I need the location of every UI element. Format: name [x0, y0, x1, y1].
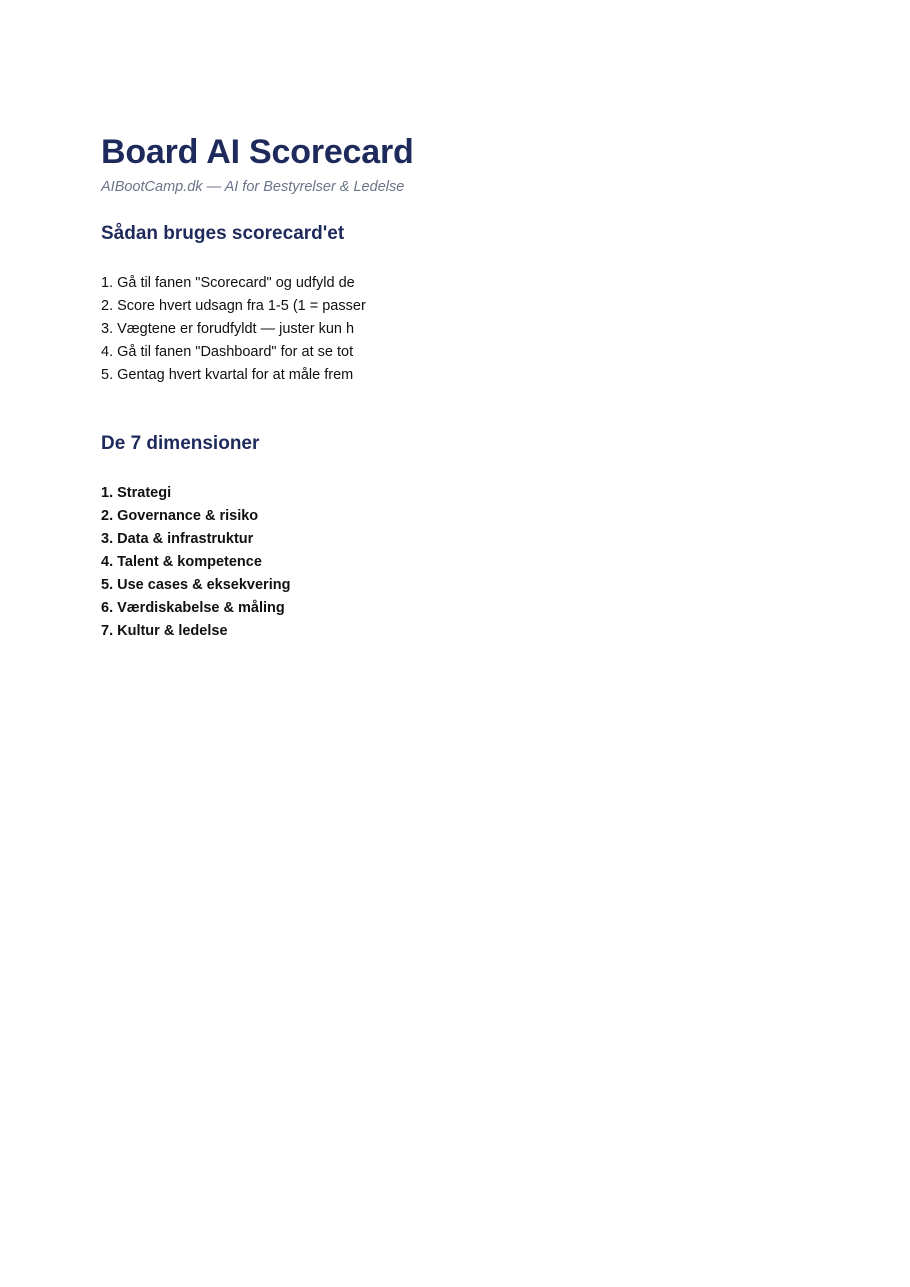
- dimension-item: 6. Værdiskabelse & måling: [101, 600, 285, 616]
- document-subtitle: AIBootCamp.dk — AI for Bestyrelser & Ledelse: [101, 179, 405, 195]
- dimension-item: 3. Data & infrastruktur: [101, 531, 254, 547]
- print-area: [101, 0, 414, 1287]
- instructions-list: [101, 272, 366, 387]
- dimension-item: 1. Strategi: [101, 485, 172, 501]
- instruction-step: 2. Score hvert udsagn fra 1-5 (1 = passer: [101, 298, 366, 314]
- instruction-step: 3. Vægtene er forudfyldt — juster kun h: [101, 321, 355, 337]
- instruction-step: 5. Gentag hvert kvartal for at måle frem: [101, 367, 354, 383]
- instructions-heading: Sådan bruges scorecard'et: [101, 223, 345, 244]
- document-title: Board AI Scorecard: [101, 133, 414, 171]
- dimension-item: 2. Governance & risiko: [101, 508, 259, 524]
- dimension-item: 4. Talent & kompetence: [101, 554, 262, 570]
- dimensions-heading: De 7 dimensioner: [101, 433, 260, 454]
- dimensions-list: [101, 482, 290, 643]
- dimension-item: 7. Kultur & ledelse: [101, 623, 228, 639]
- instruction-step: 4. Gå til fanen "Dashboard" for at se tot: [101, 344, 354, 360]
- dimension-item: 5. Use cases & eksekvering: [101, 577, 291, 593]
- instruction-step: 1. Gå til fanen "Scorecard" og udfyld de: [101, 275, 355, 291]
